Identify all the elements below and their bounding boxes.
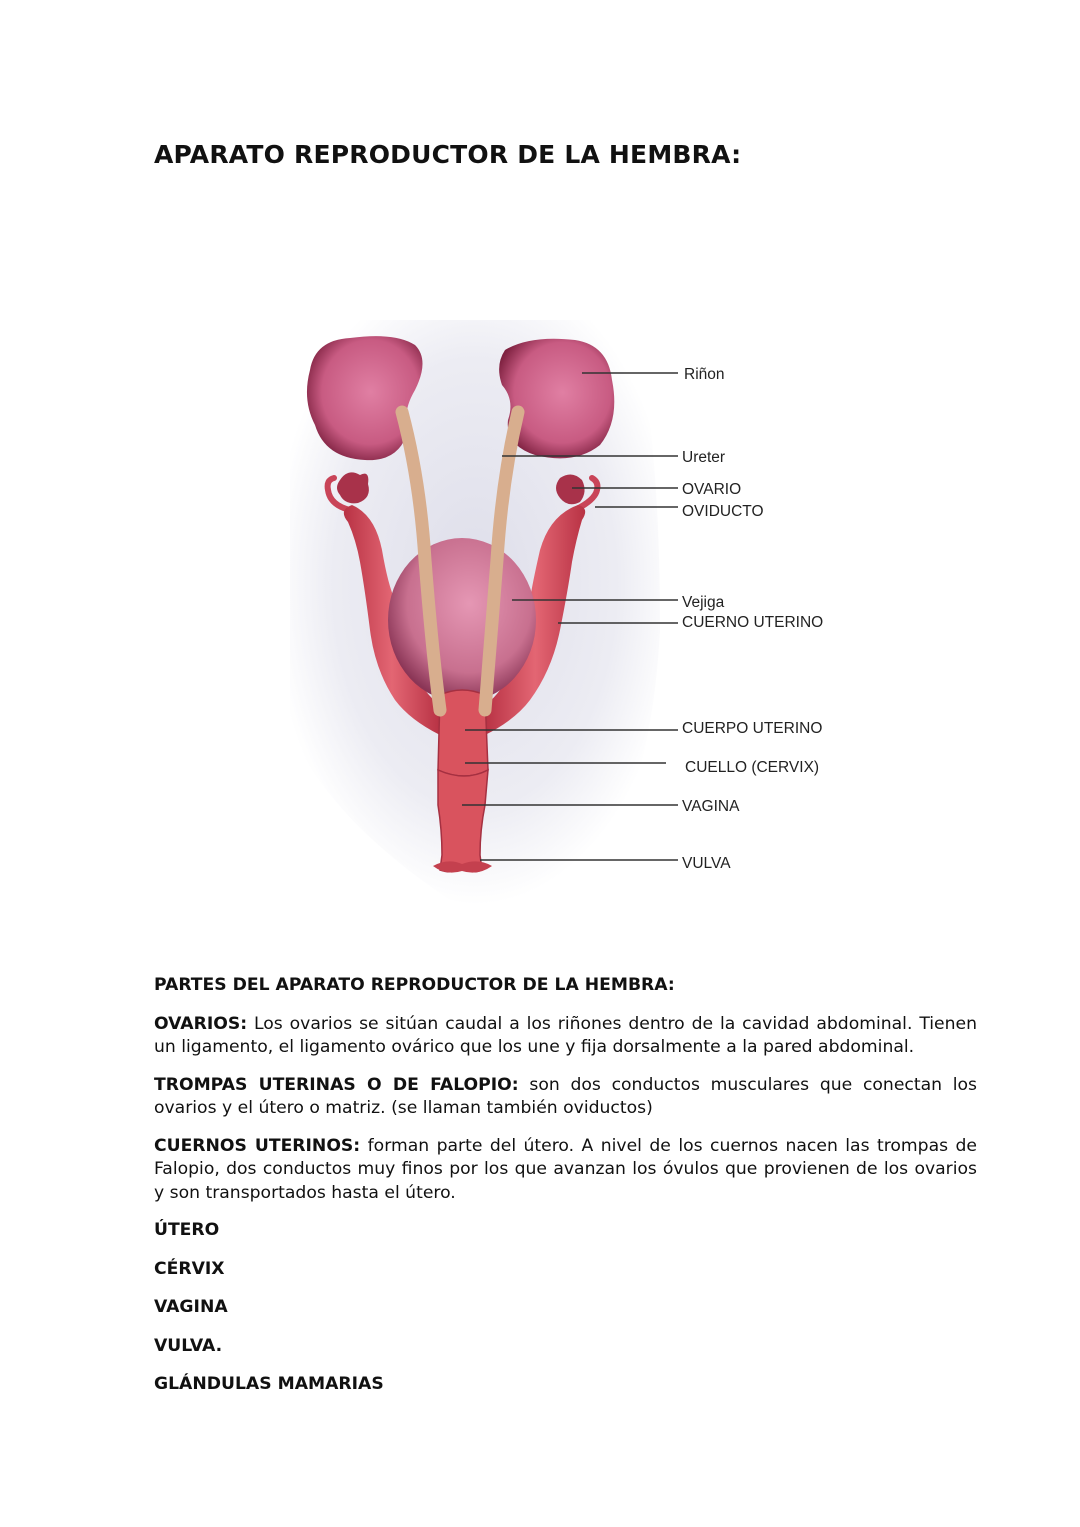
- label-vagina: VAGINA: [682, 798, 740, 815]
- paragraph-trompas: [154, 1074, 977, 1121]
- list-item-cervix: CÉRVIX: [154, 1258, 225, 1279]
- list-item-utero: ÚTERO: [154, 1220, 220, 1240]
- vagina: [438, 770, 488, 872]
- anatomy-figure: [290, 300, 850, 910]
- label-oviducto: OVIDUCTO: [682, 503, 764, 520]
- text-ovarios: Los ovarios se sitúan caudal a los riñones dentro de la cavidad abdominal. Tienen un ligamento, el ligamento ovárico que los une y fija dorsalmente a la pared abdominal.: [154, 1013, 977, 1057]
- bladder: [388, 538, 536, 702]
- label-cuerno-uterino: CUERNO UTERINO: [682, 614, 824, 631]
- label-cuerpo-uterino: CUERPO UTERINO: [682, 720, 823, 737]
- term-ovarios: OVARIOS:: [154, 1013, 248, 1034]
- section-heading: PARTES DEL APARATO REPRODUCTOR DE LA HEMBRA:: [154, 975, 675, 995]
- label-ovario: OVARIO: [682, 481, 742, 498]
- list-item-vagina: VAGINA: [154, 1297, 228, 1317]
- text-cuernos: forman parte del útero. A nivel de los cuernos nacen las trompas de Falopio, dos conductos muy finos por los que avanzan los óvulos que provienen de los ovarios y son transportados hasta el útero.: [154, 1135, 977, 1203]
- page-title: APARATO REPRODUCTOR DE LA HEMBRA:: [154, 140, 742, 169]
- term-trompas: TROMPAS UTERINAS O DE FALOPIO:: [154, 1074, 519, 1095]
- list-item-glandulas: GLÁNDULAS MAMARIAS: [154, 1374, 384, 1394]
- label-ureter: Ureter: [682, 449, 726, 466]
- label-vulva: VULVA: [682, 855, 731, 872]
- term-cuernos: CUERNOS UTERINOS:: [154, 1135, 361, 1156]
- list-item-vulva: VULVA.: [154, 1335, 223, 1356]
- paragraph-cuernos: [154, 1135, 977, 1206]
- label-rinon: Riñon: [684, 366, 725, 383]
- label-cuello: CUELLO (CERVIX): [685, 759, 820, 776]
- content-section: [154, 974, 977, 1412]
- text-trompas: son dos conductos musculares que conectan los ovarios y el útero o matriz. (se llaman también oviductos): [154, 1074, 977, 1118]
- label-vejiga: Vejiga: [682, 594, 725, 611]
- paragraph-ovarios: [154, 1013, 977, 1060]
